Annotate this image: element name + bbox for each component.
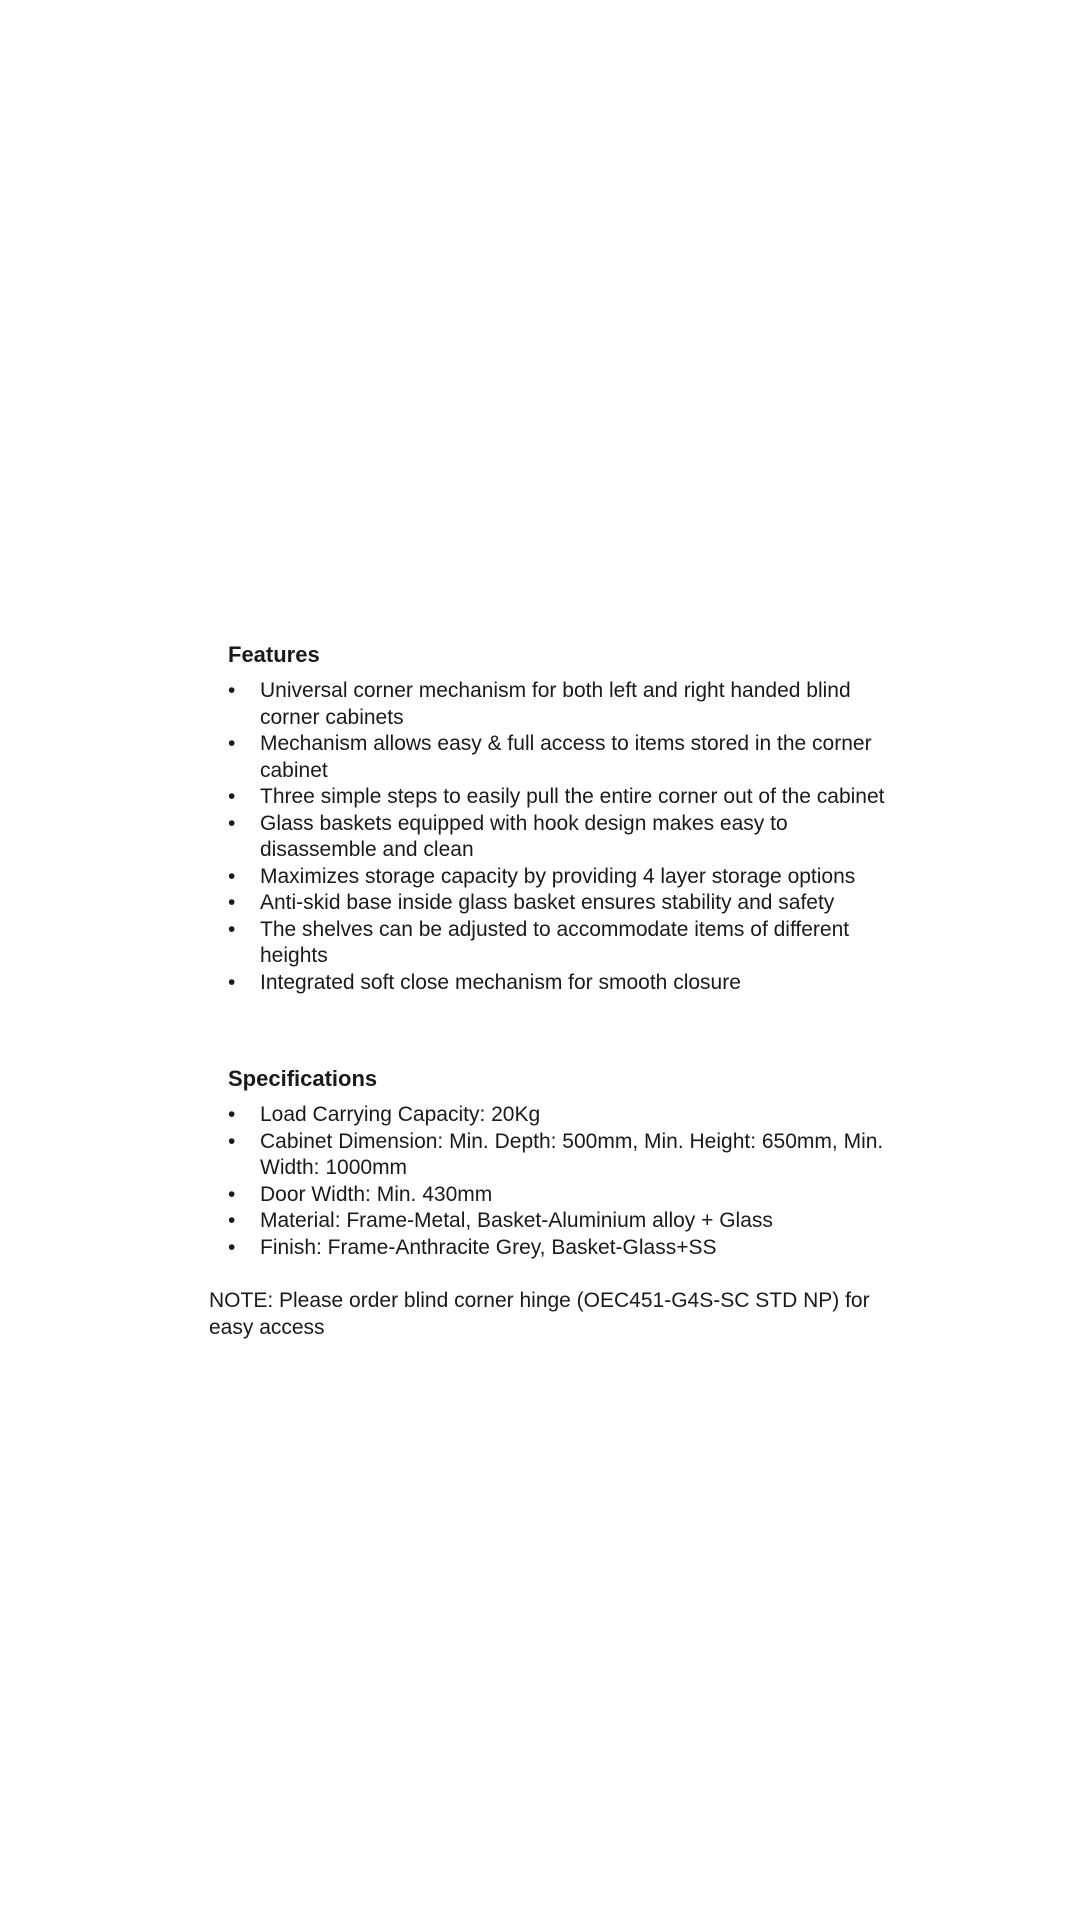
feature-text: Mechanism allows easy & full access to items stored in the corner cabinet <box>260 732 872 782</box>
bullet-icon: • <box>228 891 236 914</box>
list-item <box>228 1129 908 1182</box>
feature-text: The shelves can be adjusted to accommodate items of different heights <box>260 917 850 967</box>
spec-text: Load Carrying Capacity: 20Kg <box>260 1103 541 1126</box>
specifications-list <box>228 1102 908 1261</box>
bullet-icon: • <box>228 732 236 755</box>
list-item <box>228 917 908 970</box>
specifications-heading: Specifications <box>228 1066 378 1091</box>
bullet-icon: • <box>228 1103 236 1126</box>
list-item <box>228 970 908 997</box>
feature-text: Maximizes storage capacity by providing 4 layer storage options <box>260 864 856 888</box>
bullet-icon: • <box>228 917 236 941</box>
list-item <box>228 890 908 917</box>
list-item <box>228 1235 908 1262</box>
list-item <box>228 1102 908 1129</box>
spec-text: Cabinet Dimension: Min. Depth: 500mm, Min. Height: 650mm, Min. Width: 1000mm <box>260 1129 884 1179</box>
bullet-icon: • <box>228 1129 236 1153</box>
feature-text: Glass baskets equipped with hook design makes easy to disassemble and clean <box>260 811 788 861</box>
list-item <box>228 678 908 731</box>
spec-text: Finish: Frame-Anthracite Grey, Basket-Glass+SS <box>260 1235 717 1259</box>
list-item <box>228 784 908 811</box>
list-item <box>228 811 908 864</box>
list-item <box>228 731 908 784</box>
list-item <box>228 864 908 891</box>
feature-text: Universal corner mechanism for both left and right handed blind corner cabinets <box>260 679 851 729</box>
feature-text: Anti-skid base inside glass basket ensures stability and safety <box>260 891 835 914</box>
spec-text: Door Width: Min. 430mm <box>260 1182 493 1206</box>
feature-text: Integrated soft close mechanism for smooth closure <box>260 970 741 994</box>
bullet-icon: • <box>228 1182 236 1206</box>
list-item <box>228 1182 908 1209</box>
features-list <box>228 678 908 996</box>
bullet-icon: • <box>228 970 236 994</box>
feature-text: Three simple steps to easily pull the entire corner out of the cabinet <box>260 785 885 808</box>
features-section <box>228 642 908 996</box>
bullet-icon: • <box>228 1209 236 1232</box>
bullet-icon: • <box>228 679 236 702</box>
bullet-icon: • <box>228 864 236 888</box>
bullet-icon: • <box>228 811 236 835</box>
spec-text: Material: Frame-Metal, Basket-Aluminium alloy + Glass <box>260 1209 773 1232</box>
specifications-section <box>228 1066 908 1261</box>
list-item <box>228 1208 908 1235</box>
bullet-icon: • <box>228 785 236 808</box>
bullet-icon: • <box>228 1235 236 1259</box>
features-heading: Features <box>228 642 320 667</box>
order-note: NOTE: Please order blind corner hinge (OEC451-G4S-SC STD NP) for easy access <box>209 1289 870 1339</box>
